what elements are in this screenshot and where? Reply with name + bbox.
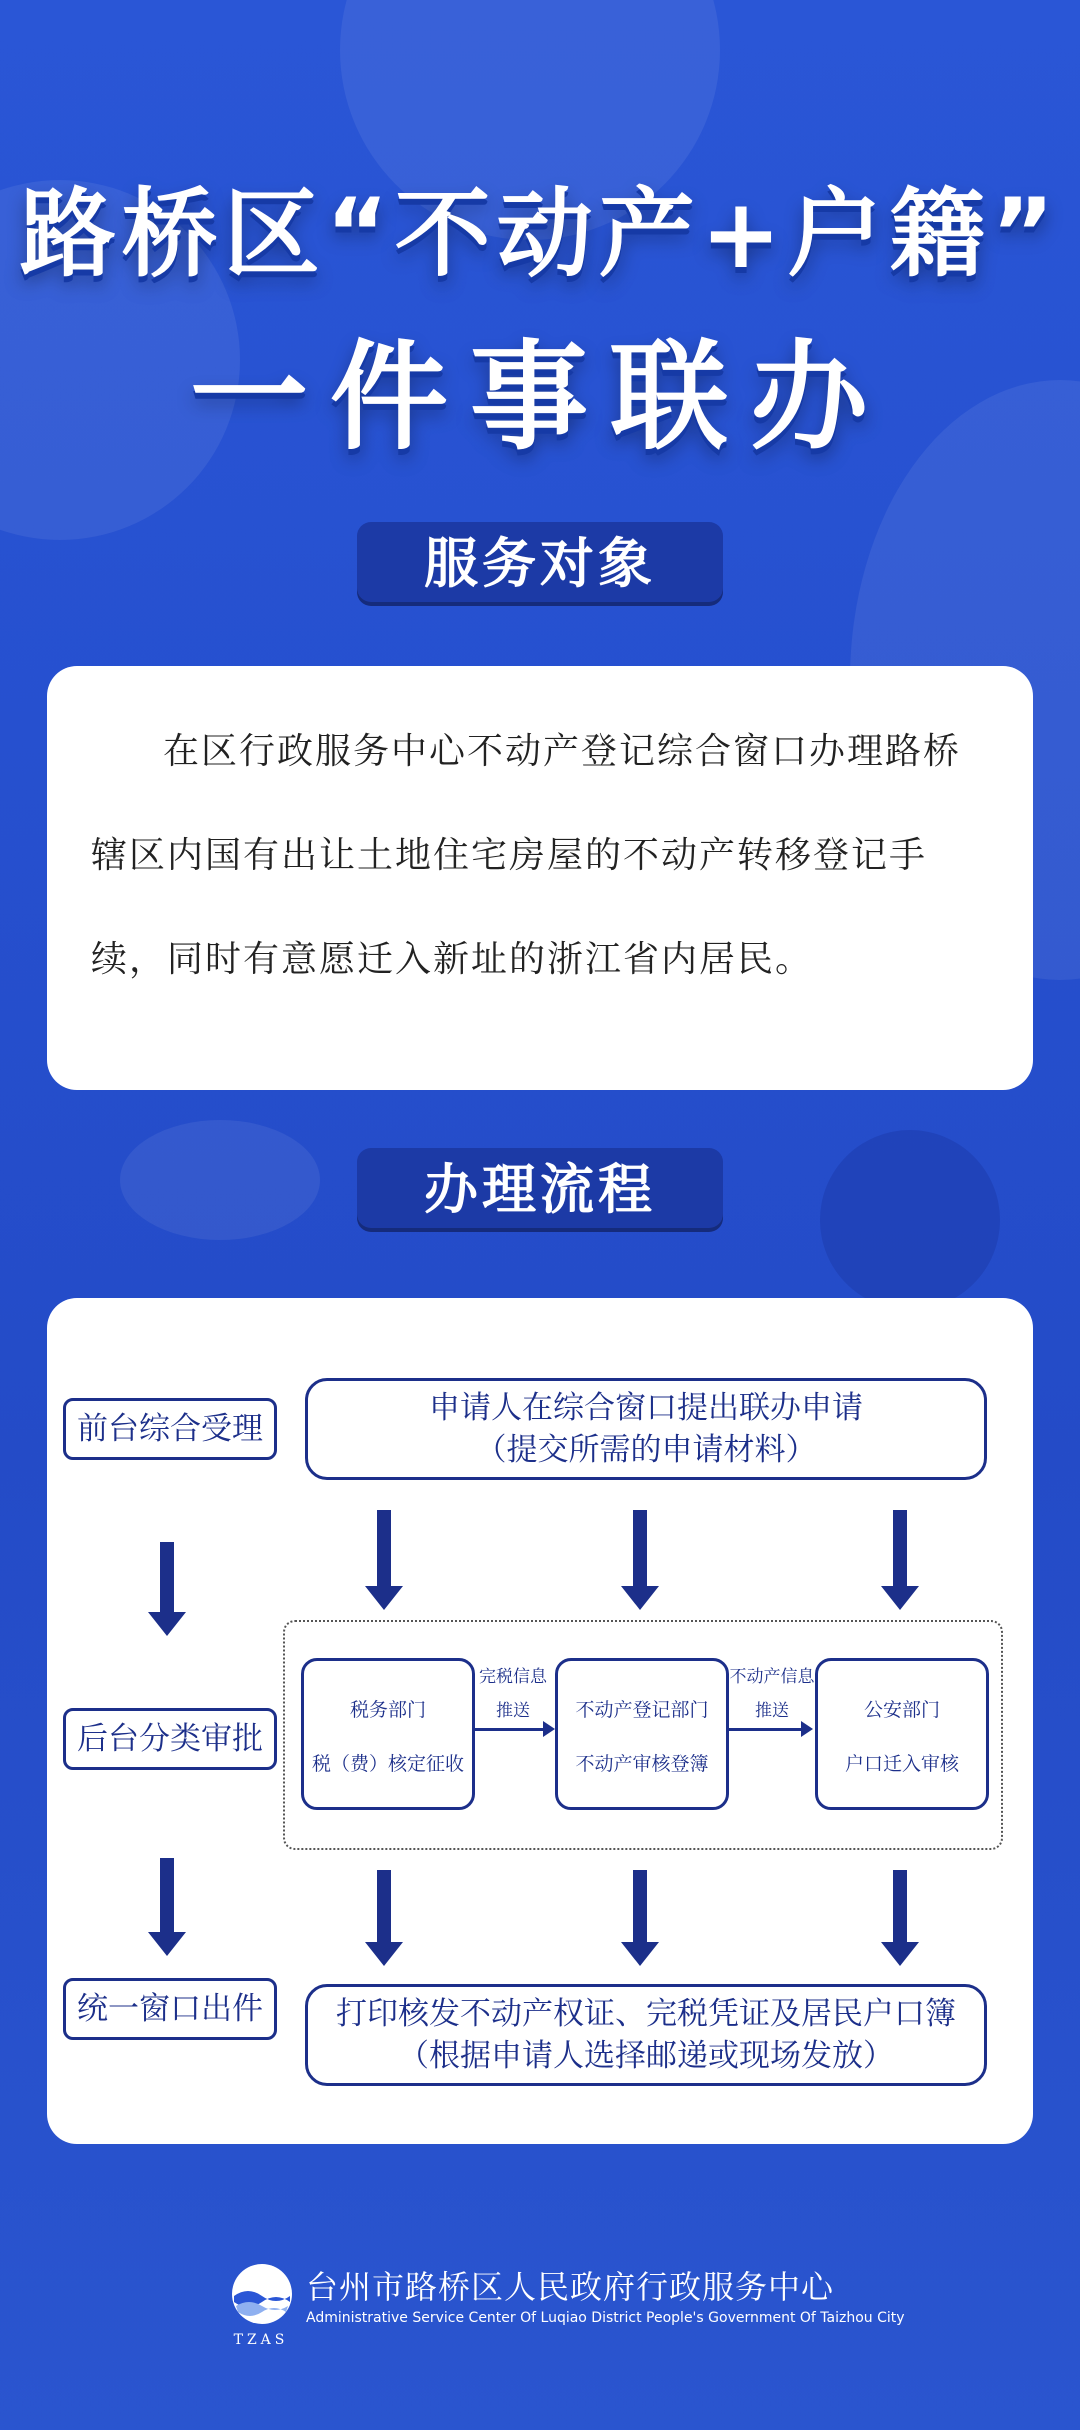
page-title-line1: 路桥区“不动产+户籍” bbox=[19, 178, 1061, 290]
process-label: 办理流程 bbox=[357, 1148, 723, 1232]
flow-arrow-down bbox=[377, 1870, 391, 1944]
apply-box bbox=[305, 1378, 987, 1480]
dept-tax-name: 税务部门 bbox=[349, 1699, 426, 1721]
issue-line2: （根据申请人选择邮递或现场发放） bbox=[398, 2038, 894, 2074]
flow-arrow-down bbox=[633, 1510, 647, 1588]
stage-front-desk: 前台综合受理 bbox=[63, 1398, 277, 1460]
org-name-cn: 台州市路桥区人民政府行政服务中心 bbox=[306, 2268, 835, 2306]
dept-tax-task: 税（费）核定征收 bbox=[311, 1753, 464, 1775]
flow-arrow-right bbox=[475, 1728, 551, 1731]
service-target-label: 服务对象 bbox=[357, 522, 723, 606]
service-target-card bbox=[47, 666, 1033, 1090]
push-tax-info bbox=[475, 1660, 551, 1728]
push-tax-line2: 推送 bbox=[496, 1701, 530, 1721]
org-logo-icon bbox=[230, 2262, 294, 2326]
flow-arrow-down bbox=[633, 1870, 647, 1944]
org-name-en: Administrative Service Center Of Luqiao District People's Government Of Taizhou City bbox=[306, 2310, 905, 2326]
flow-arrow-down bbox=[893, 1510, 907, 1588]
issue-box bbox=[305, 1984, 987, 2086]
dept-real-estate-task: 不动产审核登簿 bbox=[575, 1753, 709, 1775]
dept-police-task: 户口迁入审核 bbox=[844, 1753, 959, 1775]
dept-real-estate bbox=[555, 1658, 729, 1810]
issue-line1: 打印核发不动产权证、完税凭证及居民户口簿 bbox=[336, 1996, 956, 2032]
flow-arrow-down bbox=[160, 1858, 174, 1934]
push-real-estate-info bbox=[729, 1660, 815, 1728]
apply-line1: 申请人在综合窗口提出联办申请 bbox=[429, 1390, 863, 1426]
background-bubble bbox=[120, 1120, 320, 1240]
stage-unified-issue: 统一窗口出件 bbox=[63, 1978, 277, 2040]
background-bubble bbox=[820, 1130, 1000, 1310]
dept-police bbox=[815, 1658, 989, 1810]
push-tax-line1: 完税信息 bbox=[479, 1667, 547, 1687]
dept-real-estate-name: 不动产登记部门 bbox=[575, 1699, 709, 1721]
service-target-text: 在区行政服务中心不动产登记综合窗口办理路桥辖区内国有出让土地住宅房屋的不动产转移登记手续，同时有意愿迁入新址的浙江省内居民。 bbox=[91, 731, 962, 980]
flow-arrow-down bbox=[160, 1542, 174, 1614]
dept-tax bbox=[301, 1658, 475, 1810]
flow-arrow-down bbox=[377, 1510, 391, 1588]
flow-arrow-right bbox=[729, 1728, 809, 1731]
push-real-estate-line2: 推送 bbox=[755, 1701, 789, 1721]
stage-backend-approval: 后台分类审批 bbox=[63, 1708, 277, 1770]
page-title-line2: 一件事联办 bbox=[189, 328, 890, 466]
flow-arrow-down bbox=[893, 1870, 907, 1944]
process-flowchart bbox=[47, 1298, 1033, 2144]
push-real-estate-line1: 不动产信息 bbox=[729, 1667, 815, 1687]
apply-line2: （提交所需的申请材料） bbox=[475, 1432, 817, 1468]
org-logo-text: TZAS bbox=[233, 2332, 289, 2348]
dept-police-name: 公安部门 bbox=[863, 1699, 940, 1721]
